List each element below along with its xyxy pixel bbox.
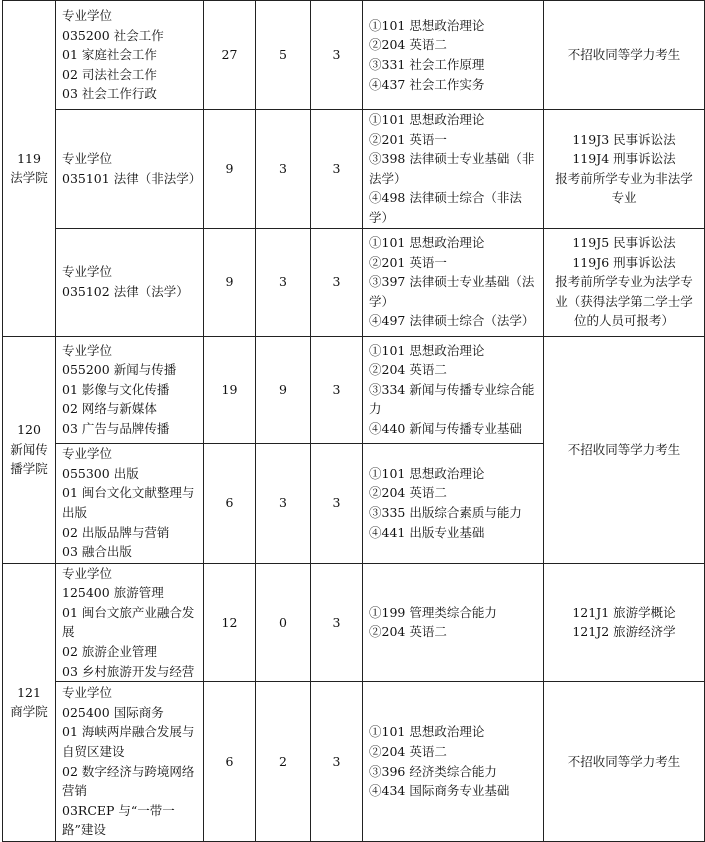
exam-subject: ①199 管理类综合能力	[369, 604, 497, 620]
total-quota-cell: 19	[204, 336, 256, 443]
college-name: 121 商学院	[10, 684, 48, 720]
degree-type: 专业学位	[62, 264, 113, 280]
remark-text: 119J5 民事诉讼法	[572, 235, 676, 251]
degree-type: 专业学位	[62, 342, 113, 358]
table-row	[3, 682, 705, 842]
college-name: 119 法学院	[10, 150, 48, 186]
table-row	[3, 228, 705, 336]
exam-subject: ②201 英语一	[369, 254, 447, 270]
major-code-name: 125400 旅游管理	[62, 585, 164, 601]
research-direction: 01 海峡两岸融合发展与自贸区建设	[62, 724, 195, 760]
table-row	[3, 563, 705, 682]
table-row	[3, 1, 705, 110]
recommended-quota-cell: 9	[256, 336, 311, 443]
exam-subject: ②204 英语二	[369, 624, 447, 640]
exam-subjects-cell	[363, 110, 544, 229]
exam-subject: ③398 法律硕士专业基础（非法学）	[369, 151, 535, 186]
recommended-quota-cell: 3	[256, 110, 311, 229]
recommended-quota-cell: 5	[256, 1, 311, 110]
exam-subject: ③334 新闻与传播专业综合能力	[369, 381, 535, 417]
major-code-name: 025400 国际商务	[62, 704, 164, 720]
recommended-quota-cell: 0	[256, 563, 311, 682]
remark-text: 121J1 旅游学概论	[572, 604, 676, 620]
major-cell	[56, 228, 204, 336]
exam-subject: ①101 思想政治理论	[369, 724, 485, 740]
recommended-quota-cell: 2	[256, 682, 311, 842]
exam-subjects-cell	[363, 228, 544, 336]
research-direction: 03 融合出版	[62, 544, 132, 560]
remark-cell	[544, 110, 705, 229]
recommended-quota-cell: 3	[256, 443, 311, 563]
exam-subject: ②204 英语二	[369, 485, 447, 501]
exam-subject: ④497 法律硕士综合（法学）	[369, 313, 535, 329]
major-cell	[56, 336, 204, 443]
research-direction: 01 闽台文旅产业融合发展	[62, 604, 195, 640]
exam-subject: ①101 思想政治理论	[369, 465, 485, 481]
exam-subject: ②201 英语一	[369, 131, 447, 147]
exam-subject: ①101 思想政治理论	[369, 112, 485, 127]
exam-subject: ③331 社会工作原理	[369, 57, 485, 72]
remark-text: 119J3 民事诉讼法	[572, 131, 676, 147]
remark-text: 不招收同等学力考生	[567, 753, 681, 769]
exam-subjects-cell	[363, 563, 544, 682]
total-quota-cell: 27	[204, 1, 256, 110]
study-years-cell: 3	[311, 1, 363, 110]
remark-cell	[544, 563, 705, 682]
exam-subject: ③335 出版综合素质与能力	[369, 505, 522, 521]
exam-subjects-cell	[363, 682, 544, 842]
study-years-cell: 3	[311, 110, 363, 229]
research-direction: 01 家庭社会工作	[62, 47, 157, 63]
major-code-name: 035200 社会工作	[62, 27, 164, 43]
college-cell	[3, 563, 56, 842]
major-cell	[56, 682, 204, 842]
research-direction: 02 网络与新媒体	[62, 401, 157, 417]
enrollment-table	[2, 0, 705, 842]
exam-subjects-cell	[363, 443, 544, 563]
major-cell	[56, 110, 204, 229]
degree-type: 专业学位	[62, 565, 113, 581]
research-direction: 02 数字经济与跨境网络营销	[62, 763, 195, 799]
remark-text: 报考前所学专业为非法学专业	[555, 170, 693, 206]
research-direction: 02 出版品牌与营销	[62, 524, 170, 540]
major-code-name: 055200 新闻与传播	[62, 362, 177, 378]
research-direction: 03RCEP 与“一带一路”建设	[62, 802, 175, 838]
study-years-cell: 3	[311, 443, 363, 563]
exam-subject: ②204 英语二	[369, 37, 447, 53]
major-cell	[56, 1, 204, 110]
research-direction: 01 闽台文化文献整理与出版	[62, 485, 195, 521]
degree-type: 专业学位	[62, 446, 113, 462]
research-direction: 02 旅游企业管理	[62, 643, 157, 659]
exam-subject: ③396 经济类综合能力	[369, 763, 497, 779]
total-quota-cell: 12	[204, 563, 256, 682]
remark-text: 报考前所学专业为法学专业（获得法学第二学士学位的人员可报考）	[555, 274, 693, 329]
degree-type: 专业学位	[62, 685, 113, 701]
exam-subject: ④437 社会工作实务	[369, 76, 485, 92]
major-code-name: 035102 法律（法学）	[62, 284, 189, 300]
remark-text: 119J4 刑事诉讼法	[572, 151, 676, 167]
degree-type: 专业学位	[62, 151, 113, 167]
remark-cell	[544, 682, 705, 842]
remark-cell	[544, 336, 705, 563]
remark-cell	[544, 228, 705, 336]
exam-subject: ①101 思想政治理论	[369, 342, 485, 358]
study-years-cell: 3	[311, 228, 363, 336]
major-code-name: 035101 法律（非法学）	[62, 170, 202, 186]
exam-subject: ④441 出版专业基础	[369, 524, 485, 540]
total-quota-cell: 6	[204, 682, 256, 842]
degree-type: 专业学位	[62, 8, 113, 24]
remark-text: 119J6 刑事诉讼法	[572, 254, 676, 270]
recommended-quota-cell: 3	[256, 228, 311, 336]
total-quota-cell: 9	[204, 228, 256, 336]
exam-subject: ②204 英语二	[369, 744, 447, 760]
major-cell	[56, 443, 204, 563]
research-direction: 03 乡村旅游开发与经营	[62, 663, 195, 679]
college-name: 120 新闻传播学院	[10, 422, 48, 477]
research-direction: 03 广告与品牌传播	[62, 420, 170, 436]
exam-subjects-cell	[363, 336, 544, 443]
exam-subject: ①101 思想政治理论	[369, 235, 485, 251]
study-years-cell: 3	[311, 563, 363, 682]
remark-text: 不招收同等学力考生	[567, 47, 681, 63]
remark-text: 121J2 旅游经济学	[572, 624, 676, 640]
research-direction: 03 社会工作行政	[62, 86, 157, 102]
study-years-cell: 3	[311, 682, 363, 842]
exam-subject: ④434 国际商务专业基础	[369, 783, 510, 799]
exam-subject: ③397 法律硕士专业基础（法学）	[369, 274, 535, 309]
total-quota-cell: 9	[204, 110, 256, 229]
major-cell	[56, 563, 204, 682]
total-quota-cell: 6	[204, 443, 256, 563]
study-years-cell: 3	[311, 336, 363, 443]
exam-subject: ②204 英语二	[369, 362, 447, 378]
college-cell	[3, 1, 56, 337]
remark-text: 不招收同等学力考生	[567, 441, 681, 457]
major-code-name: 055300 出版	[62, 465, 139, 481]
exam-subjects-cell	[363, 1, 544, 110]
table-row	[3, 110, 705, 229]
college-cell	[3, 336, 56, 563]
exam-subject: ④440 新闻与传播专业基础	[369, 420, 522, 436]
exam-subject: ④498 法律硕士综合（非法学）	[369, 190, 522, 225]
remark-cell	[544, 1, 705, 110]
research-direction: 01 影像与文化传播	[62, 381, 170, 397]
table-row	[3, 336, 705, 443]
research-direction: 02 司法社会工作	[62, 66, 157, 82]
exam-subject: ①101 思想政治理论	[369, 17, 485, 33]
